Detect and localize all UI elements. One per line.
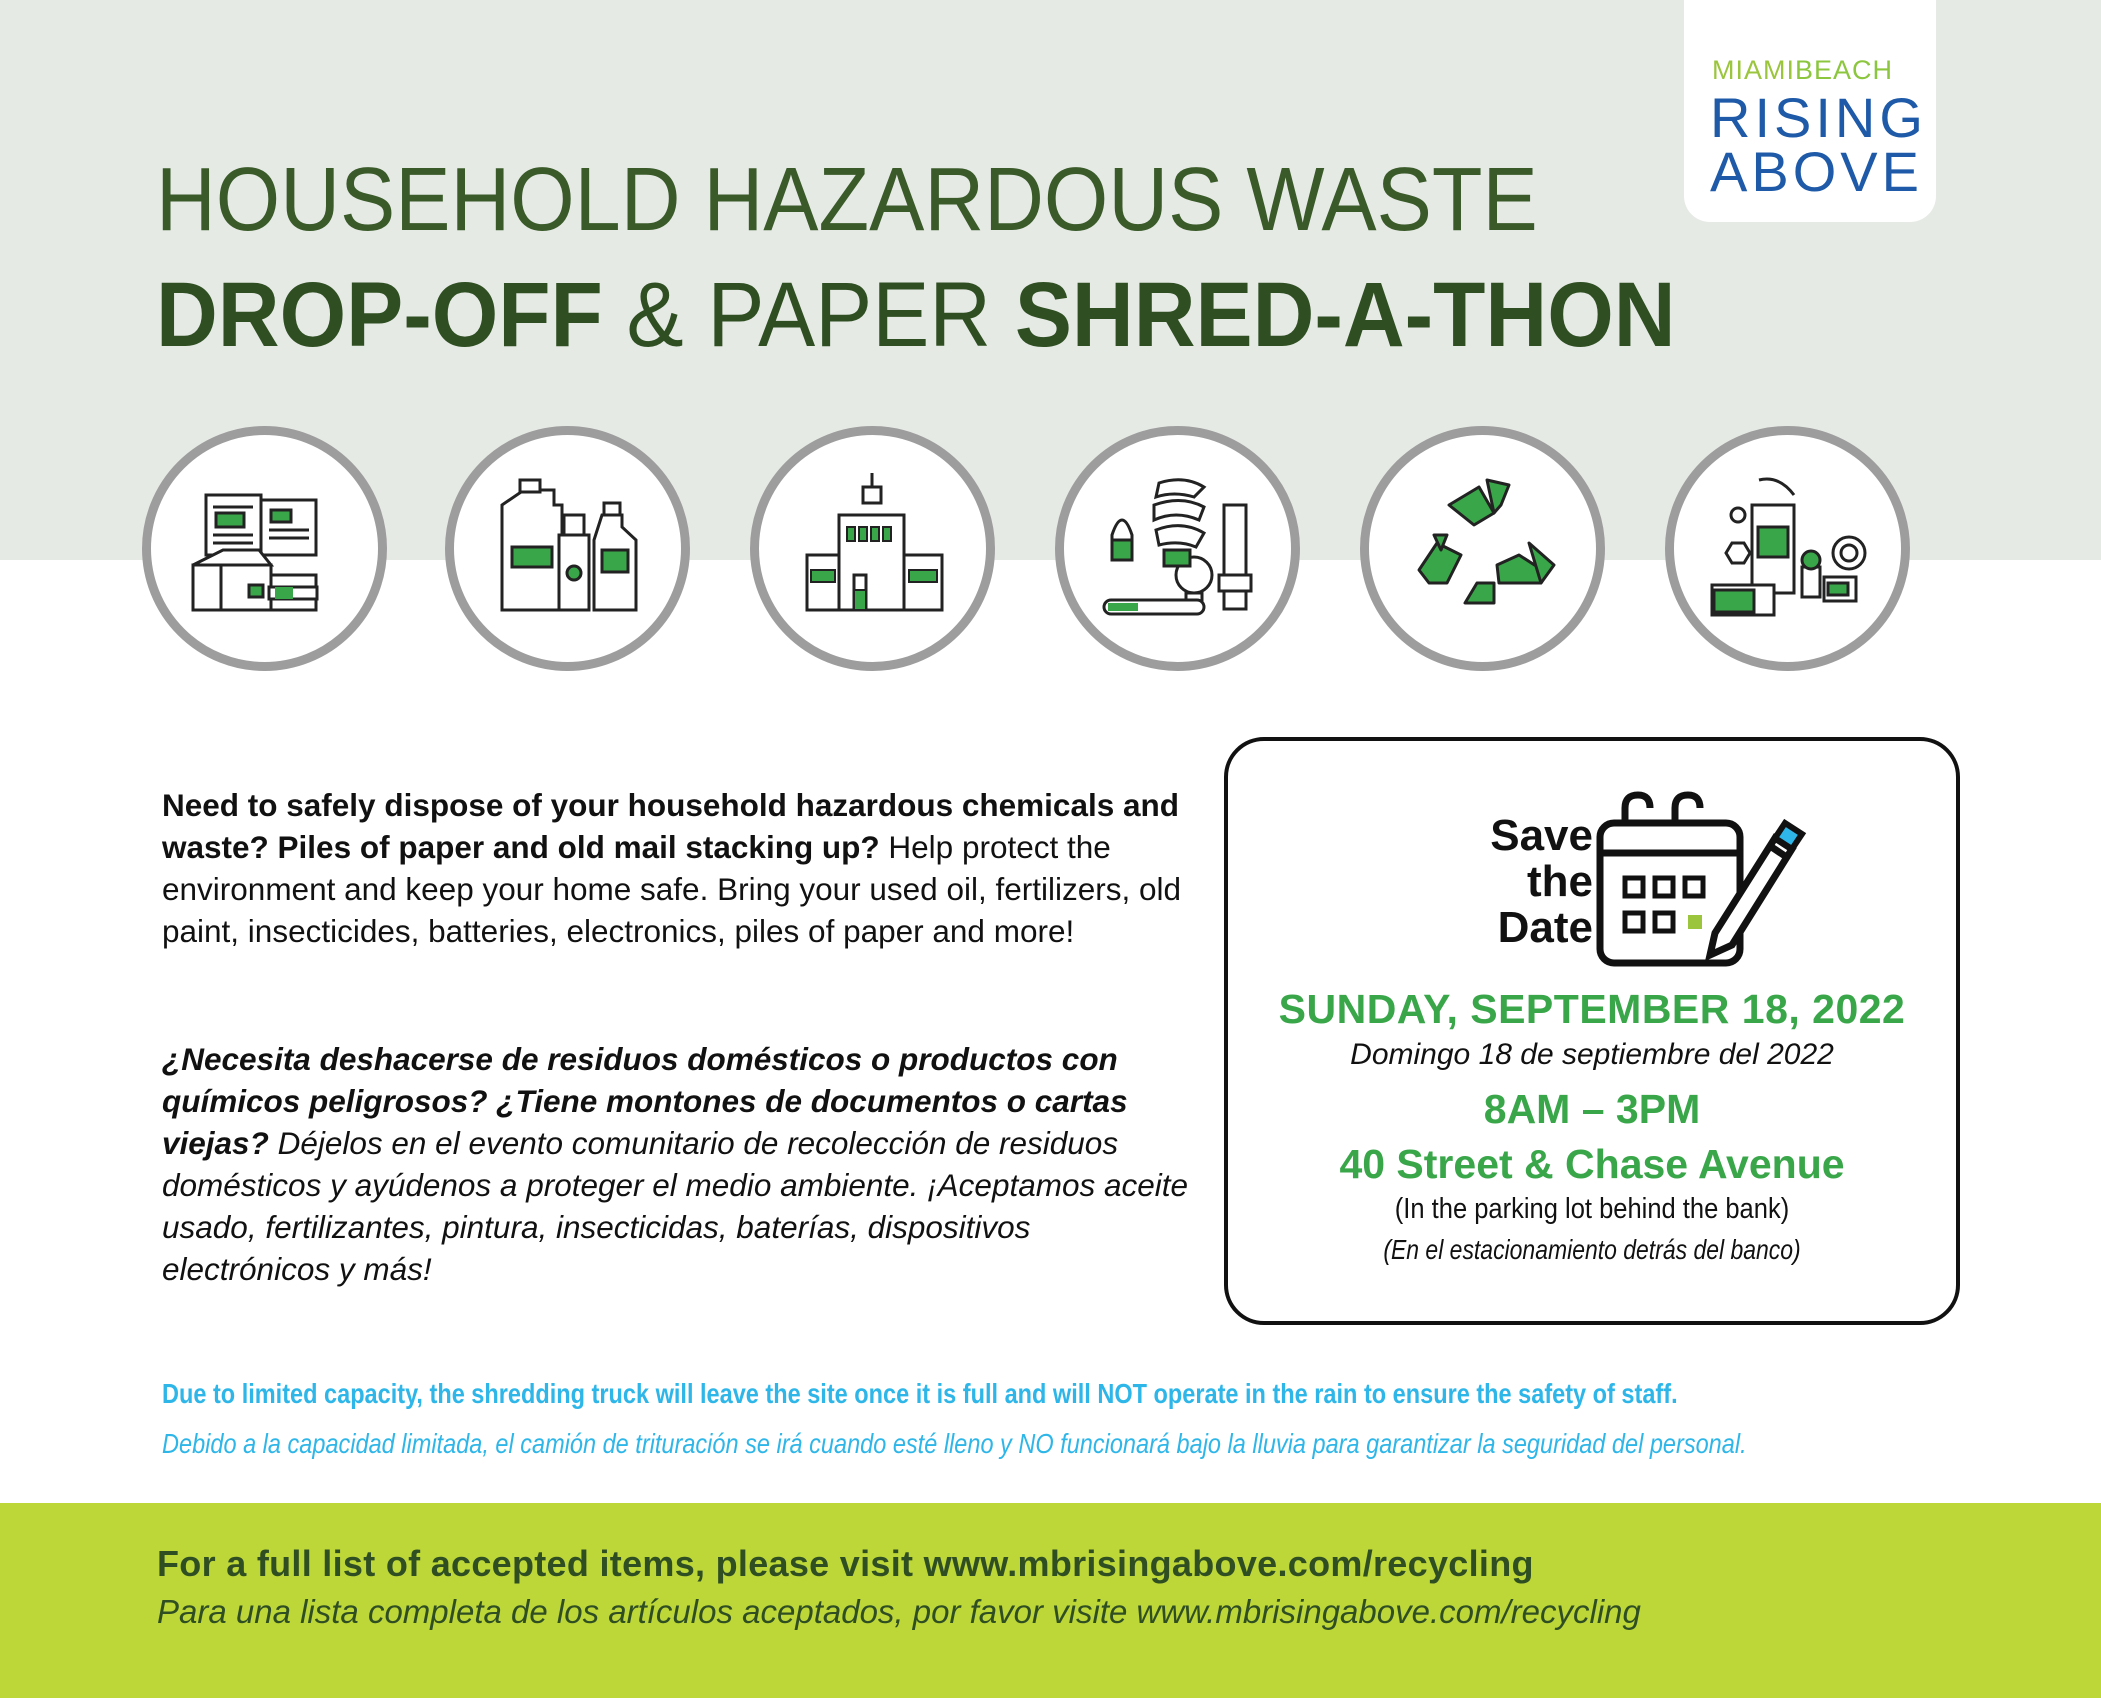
body-text-english <box>162 784 1202 952</box>
calendar-pencil-icon <box>1580 783 1810 983</box>
body-text-spanish <box>162 1038 1202 1290</box>
page-title-line1: HOUSEHOLD HAZARDOUS WASTE <box>156 150 1538 250</box>
page-title-line2 <box>156 265 1676 365</box>
shredding-notice-english: Due to limited capacity, the shredding truck will leave the site once it is full and will NOT operate in the rain to ensure the safety of staff. <box>162 1378 1678 1409</box>
miami-beach-rising-above-logo <box>1684 0 1936 222</box>
event-location-note: (In the parking lot behind the bank) <box>1394 1193 1790 1225</box>
event-location-note-spanish: (En el estacionamiento detrás del banco) <box>1383 1234 1801 1265</box>
logo-above-text: ABOVE <box>1710 140 1923 203</box>
shredding-notice-spanish: Debido a la capacidad limitada, el camión de trituración se irá cuando esté lleno y NO funcionará bajo la lluvia para garantizar la seguridad del personal. <box>162 1428 1747 1459</box>
save-the-date-title: Save the Date <box>1490 811 1593 952</box>
save-the-date-box <box>1224 737 1960 1325</box>
body-es-regular: Déjelos en el evento comunitario de recolección de residuos domésticos y ayúdenos a proteger el medio ambiente. ¡Aceptamos aceite usado, fertilizantes, pintura, insecticidas, baterías, dispositivos electrónicos y más! <box>162 1125 1189 1287</box>
title-dropoff: DROP-OFF <box>156 264 603 366</box>
logo-miami-text: MIAMI <box>1712 55 1795 85</box>
footer-link-text-spanish[interactable]: Para una lista completa de los artículos aceptados, por favor visite www.mbrisingabove.com/recycling <box>157 1593 1641 1630</box>
body-en-regular: Help protect the environment and keep your home safe. Bring your used oil, fertilizers, old paint, insecticides, batteries, electronics, piles of paper and more! <box>162 829 1182 949</box>
footer-band <box>0 1503 2101 1698</box>
footer-link-text-english[interactable]: For a full list of accepted items, please visit www.mbrisingabove.com/recycling <box>157 1543 1534 1584</box>
title-paper: & PAPER <box>602 264 1015 366</box>
logo-beach-text: BEACH <box>1795 55 1894 85</box>
recycle-icon <box>1360 426 1605 671</box>
event-date: SUNDAY, SEPTEMBER 18, 2022 <box>1278 986 1906 1032</box>
electronics-batteries-icon <box>750 426 995 671</box>
body-es-bold: ¿Necesita deshacerse de residuos domésticos o productos con químicos peligrosos? ¿Tiene montones de documentos o cartas viejas? <box>162 1041 1128 1161</box>
bulbs-thermometer-icon <box>1055 426 1300 671</box>
title-shred: SHRED-A-THON <box>1014 264 1676 366</box>
event-location: 40 Street & Chase Avenue <box>1339 1141 1845 1187</box>
logo-rising-text: RISING <box>1710 86 1927 149</box>
chemical-bottles-icon <box>445 426 690 671</box>
body-en-bold: Need to safely dispose of your household hazardous chemicals and waste? Piles of paper and old mail stacking up? <box>162 787 1179 865</box>
paper-mail-icon <box>142 426 387 671</box>
metal-cans-icon <box>1665 426 1910 671</box>
event-time: 8AM – 3PM <box>1483 1086 1701 1132</box>
event-date-spanish: Domingo 18 de septiembre del 2022 <box>1350 1038 1834 1071</box>
